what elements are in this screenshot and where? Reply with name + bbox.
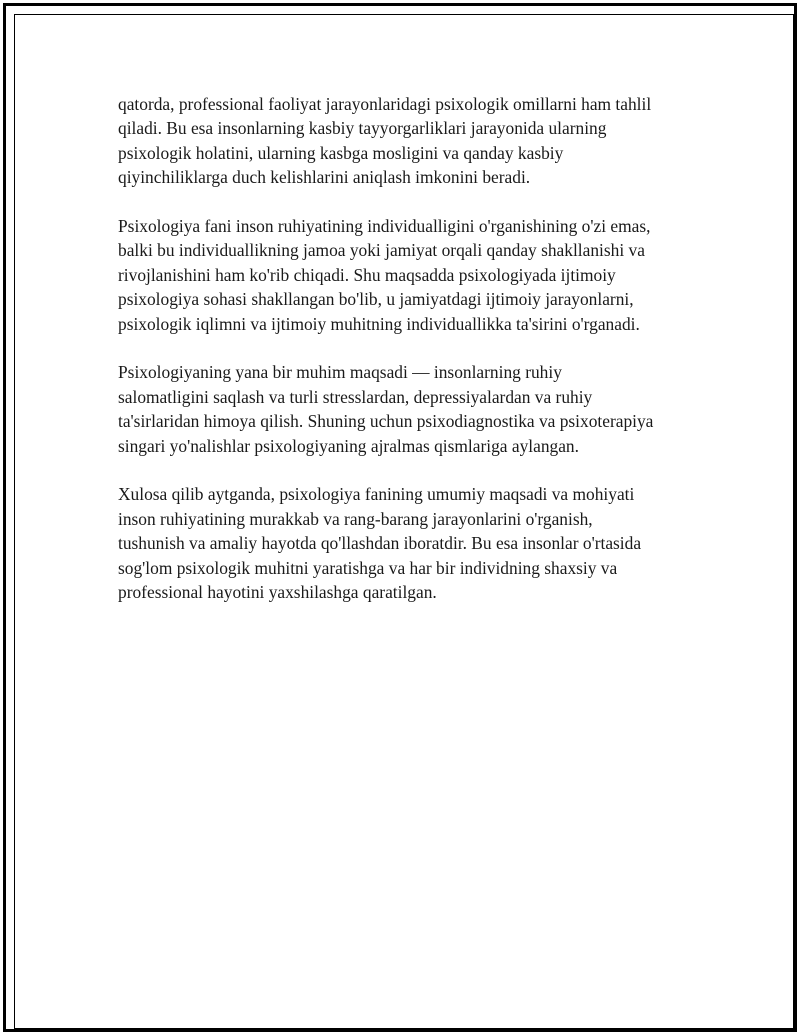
text-line: Psixologiyaning yana bir muhim maqsadi — insonlarning ruhiy <box>118 362 562 383</box>
paragraph-2 <box>118 214 698 336</box>
text-line: singari yo'nalishlar psixologiyaning ajralmas qismlariga aylangan. <box>118 435 579 456</box>
paragraph-3 <box>118 360 698 458</box>
text-line: psixologiya sohasi shakllangan bo'lib, u jamiyatdagi ijtimoiy jarayonlarni, <box>118 289 634 310</box>
text-line: qiladi. Bu esa insonlarning kasbiy tayyorgarliklari jarayonida ularning <box>118 118 607 139</box>
text-line: salomatligini saqlash va turli stresslardan, depressiyalardan va ruhiy <box>118 386 593 407</box>
text-line: ta'sirlaridan himoya qilish. Shuning uchun psixodiagnostika va psixoterapiya <box>118 411 654 432</box>
text-line: psixologik iqlimni va ijtimoiy muhitning individuallikka ta'sirini o'rganadi. <box>118 313 640 334</box>
paragraph-1 <box>118 92 698 190</box>
text-line: tushunish va amaliy hayotda qo'llashdan iboratdir. Bu esa insonlar o'rtasida <box>118 533 642 554</box>
text-line: balki bu individuallikning jamoa yoki jamiyat orqali qanday shakllanishi va <box>118 240 645 261</box>
text-line: inson ruhiyatining murakkab va rang-barang jarayonlarini o'rganish, <box>118 508 593 529</box>
text-line: psixologik holatini, ularning kasbga mosligini va qanday kasbiy <box>118 142 564 163</box>
text-line: qiyinchiliklarga duch kelishlarini aniqlash imkonini beradi. <box>118 167 531 188</box>
text-line: Psixologiya fani inson ruhiyatining individualligini o'rganishining o'zi emas, <box>118 216 651 237</box>
text-line: qatorda, professional faoliyat jarayonlaridagi psixologik omillarni ham tahlil <box>118 94 652 114</box>
text-line: Xulosa qilib aytganda, psixologiya fanining umumiy maqsadi va mohiyati <box>118 484 635 505</box>
text-line: professional hayotini yaxshilashga qaratilgan. <box>118 582 437 603</box>
document-body <box>118 92 698 629</box>
paragraph-4 <box>118 482 698 604</box>
text-line: sog'lom psixologik muhitni yaratishga va har bir individning shaxsiy va <box>118 557 618 578</box>
text-line: rivojlanishini ham ko'rib chiqadi. Shu maqsadda psixologiyada ijtimoiy <box>118 264 616 285</box>
